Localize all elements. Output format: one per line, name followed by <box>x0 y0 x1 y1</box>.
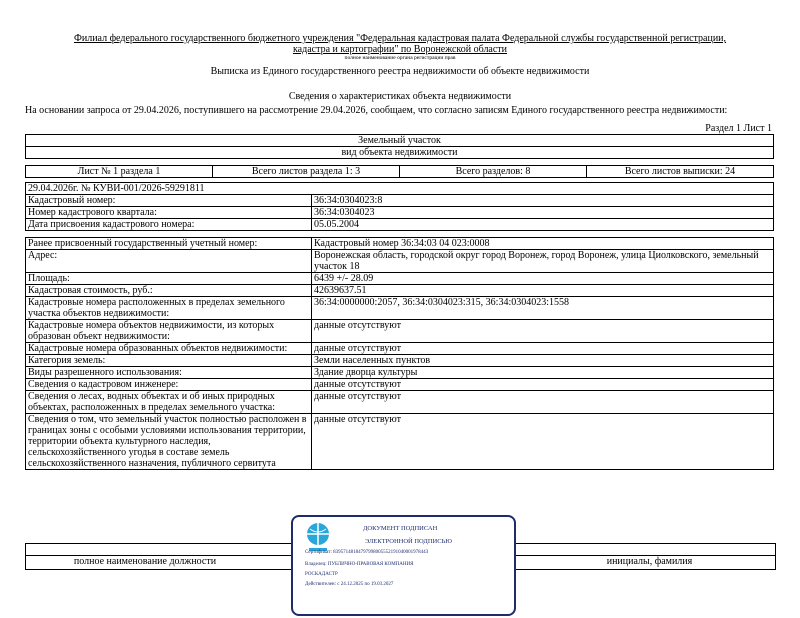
field-value: 36:34:0304023 <box>312 207 774 219</box>
field-label: Сведения о кадастровом инженере: <box>26 379 312 391</box>
stamp-title-1: ДОКУМЕНТ ПОДПИСАН <box>363 525 438 532</box>
total-sheets-extract: Всего листов выписки: 24 <box>587 166 774 178</box>
field-value: 42639637.51 <box>312 285 774 297</box>
field-label: Виды разрешенного использования: <box>26 367 312 379</box>
stamp-certificate: Сертификат: 8395714818479799800555219104000197844З <box>305 550 429 555</box>
section-sheet-label: Раздел 1 Лист 1 <box>705 123 772 134</box>
field-label: Кадастровый номер: <box>26 195 312 207</box>
field-label: Дата присвоения кадастрового номера: <box>26 219 312 231</box>
field-label: Категория земель: <box>26 355 312 367</box>
field-label: Кадастровые номера расположенных в пределах земельного участка объектов недвижимости: <box>26 297 312 320</box>
sheet-number: Лист № 1 раздела 1 <box>26 166 213 178</box>
name-caption: инициалы, фамилия <box>606 556 693 567</box>
characteristics-table <box>25 237 774 470</box>
object-type-caption: вид объекта недвижимости <box>26 147 774 159</box>
stamp-title-2: ЭЛЕКТРОННОЙ ПОДПИСЬЮ <box>365 538 452 545</box>
field-label: Кадастровые номера объектов недвижимости, из которых образован объект недвижимости: <box>26 320 312 343</box>
field-label: Кадастровые номера образованных объектов недвижимости: <box>26 343 312 355</box>
field-value: 6439 +/- 28.09 <box>312 273 774 285</box>
stamp-validity: Действителен: с 24.12.2025 по 19.03.2027 <box>305 582 394 587</box>
field-value: данные отсутствуют <box>312 343 774 355</box>
field-value: данные отсутствуют <box>312 391 774 414</box>
sheet-info-table <box>25 165 774 178</box>
field-value: данные отсутствуют <box>312 320 774 343</box>
org-caption: полное наименование органа регистрации прав <box>344 55 456 61</box>
object-type-table <box>25 134 774 159</box>
field-value: 05.05.2004 <box>312 219 774 231</box>
field-value: Воронежская область, городской округ город Воронеж, город Воронеж, улица Циолковского, земельный участок 18 <box>312 250 774 273</box>
total-sheets-section: Всего листов раздела 1: 3 <box>213 166 400 178</box>
object-type: Земельный участок <box>26 135 774 147</box>
stamp-owner-2: РОСКАДАСТР <box>305 572 338 577</box>
field-value: 36:34:0000000:2057, 36:34:0304023:315, 36:34:0304023:1558 <box>312 297 774 320</box>
total-sections: Всего разделов: 8 <box>400 166 587 178</box>
field-label: Сведения о лесах, водных объектах и об иных природных объектах, расположенных в пределах земельного участка: <box>26 391 312 414</box>
field-label: Номер кадастрового квартала: <box>26 207 312 219</box>
main-fields-table <box>25 182 774 231</box>
section-title: Сведения о характеристиках объекта недвижимости <box>288 91 512 102</box>
position-caption: полное наименование должности <box>73 556 217 567</box>
field-label: Адрес: <box>26 250 312 273</box>
intro-text: На основании запроса от 29.04.2026, поступившего на рассмотрение 29.04.2026, сообщаем, что согласно записям Единого государственного реестра недвижимости: <box>25 105 728 116</box>
field-label: Кадастровая стоимость, руб.: <box>26 285 312 297</box>
field-label: Площадь: <box>26 273 312 285</box>
field-value: Земли населенных пунктов <box>312 355 774 367</box>
field-value: Здание дворца культуры <box>312 367 774 379</box>
field-value: данные отсутствуют <box>312 379 774 391</box>
record-number: 29.04.2026г. № КУВИ-001/2026-59291811 <box>26 183 774 195</box>
field-value: данные отсутствуют <box>312 414 774 470</box>
document-title: Выписка из Единого государственного реестра недвижимости об объекте недвижимости <box>210 66 590 77</box>
field-value: Кадастровый номер 36:34:03 04 023:0008 <box>312 238 774 250</box>
field-label: Сведения о том, что земельный участок полностью расположен в границах зоны с особыми условиями использования территории, территории объекта культурного наследия, сельскохозяйственного угодья в составе земель сельскохозяйственного назначения, публичного сервитута <box>26 414 312 470</box>
org-name: Филиал федерального государственного бюджетного учреждения "Федеральная кадастровая палата Федеральной службы государственной регистрации, кадастра и картографии" по Воронежской области <box>73 33 727 55</box>
field-value: 36:34:0304023:8 <box>312 195 774 207</box>
electronic-signature-stamp <box>291 515 516 616</box>
stamp-owner: Владелец: ПУБЛИЧНО-ПРАВОВАЯ КОМПАНИЯ <box>305 562 414 567</box>
field-label: Ранее присвоенный государственный учетный номер: <box>26 238 312 250</box>
